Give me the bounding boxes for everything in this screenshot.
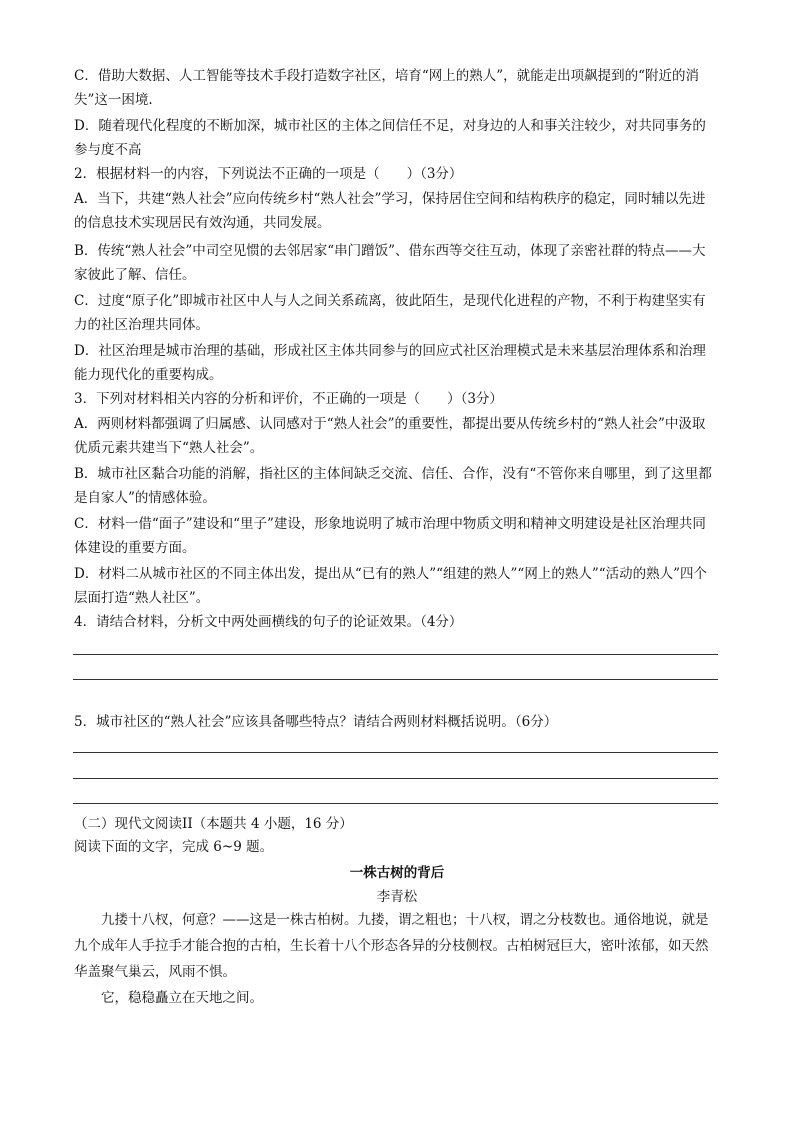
answer-line <box>73 654 718 655</box>
q2-option-c: C．过度“原子化”即城市社区中人与人之间关系疏离，彼此陌生，是现代化进程的产物，不利于构建坚实有力的社区治理共同体。 <box>74 293 706 333</box>
answer-line <box>73 752 718 753</box>
q3-option-d: D．材料二从城市社区的不同主体出发，提出从“已有的熟人”“组建的熟人”“网上的熟人”“活动的熟人”四个层面打造“熟人社区”。 <box>74 566 708 606</box>
q2-option-b: B．传统“熟人社会”中司空见惯的去邻居家“串门蹭饭”、借东西等交往互动，体现了亲密社群的特点——大家彼此了解、信任。 <box>74 243 706 283</box>
q4-stem: 4．请结合材料，分析文中两处画横线的句子的论证效果。（4分） <box>74 614 463 630</box>
section-heading: （二）现代文阅读II（本题共 4 小题，16 分） <box>74 816 353 832</box>
section-instruction: 阅读下面的文字，完成 6~9 题。 <box>74 839 274 855</box>
q5-stem: 5．城市社区的“熟人社会”应该具备哪些特点？请结合两则材料概括说明。（6分） <box>74 714 558 730</box>
q2-option-d: D．社区治理是城市治理的基础，形成社区主体共同参与的回应式社区治理模式是未来基层治理体系和治理能力现代化的重要构成。 <box>74 343 706 383</box>
q3-stem: 3．下列对材料相关内容的分析和评价，不正确的一项是（ ）（3分） <box>74 391 503 407</box>
answer-line <box>73 679 718 680</box>
q2-stem: 2．根据材料一的内容，下列说法不正确的一项是（ ）（3分） <box>74 166 463 182</box>
answer-line <box>73 803 718 804</box>
article-paragraph-2: 它，稳稳矗立在天地之间。 <box>101 990 263 1006</box>
q3-option-c: C．材料一借“面子”建设和“里子”建设，形象地说明了城市治理中物质文明和精神文明建设是社区治理共同体建设的重要方面。 <box>74 516 706 556</box>
q2-option-a: A．当下，共建“熟人社会”应向传统乡村“熟人社会”学习，保持居住空间和结构秩序的稳定，同时辅以先进的信息技术实现居民有效沟通，共同发展。 <box>74 191 706 231</box>
answer-line <box>73 778 718 779</box>
article-title: 一株古树的背后 <box>349 865 445 881</box>
q3-option-b: B．城市社区黏合功能的消解，指社区的主体间缺乏交流、信任、合作，没有“不管你来自哪里，到了这里都是自家人”的情感体验。 <box>74 466 712 506</box>
q1-option-d: D．随着现代化程度的不断加深，城市社区的主体之间信任不足，对身边的人和事关注较少，对共同事务的参与度不高 <box>74 118 706 158</box>
article-paragraph-1: 九搂十八杈，何意？——这是一株古柏树。九搂，谓之粗也；十八杈，谓之分枝数也。通俗地说，就是九个成年人手拉手才能合抱的古柏，生长着十八个形态各异的分枝侧杈。古柏树冠巨大，密叶浓郁，如天然华盖聚气巢云，风雨不惧。 <box>74 912 709 980</box>
q3-option-a: A．两则材料都强调了归属感、认同感对于“熟人社会”的重要性，都提出要从传统乡村的“熟人社会”中汲取优质元素共建当下“熟人社会”。 <box>74 416 706 456</box>
article-author: 李青松 <box>376 889 418 905</box>
q1-option-c: C．借助大数据、人工智能等技术手段打造数字社区，培育“网上的熟人”，就能走出项飙提到的“附近的消失”这一困境. <box>74 68 700 108</box>
